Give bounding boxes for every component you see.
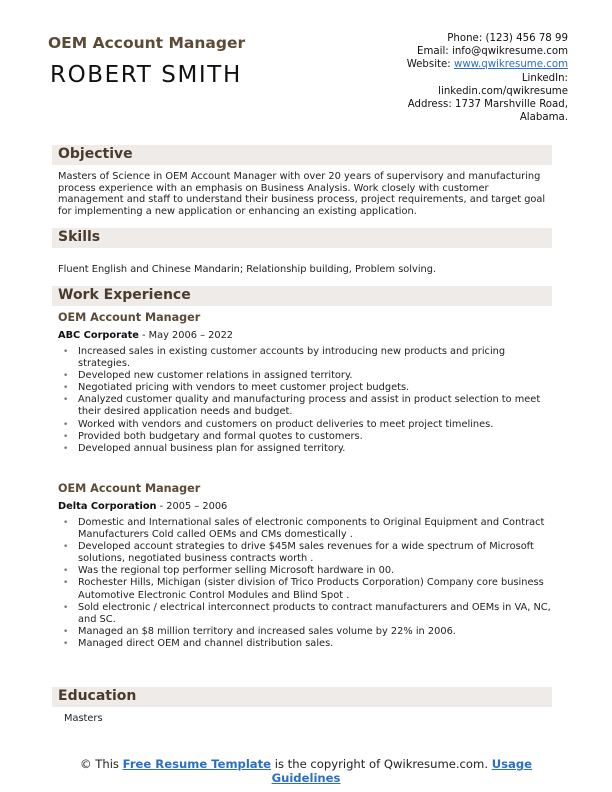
job-1-duties bbox=[62, 346, 552, 455]
education-text: Masters bbox=[64, 713, 103, 724]
website-label: Website: bbox=[406, 59, 451, 71]
experience-section-header bbox=[52, 286, 552, 306]
resume-header bbox=[48, 32, 568, 132]
objective-heading: Objective bbox=[58, 146, 133, 162]
address-label: Address: bbox=[407, 99, 452, 111]
job-2-title: OEM Account Manager bbox=[58, 482, 201, 495]
job-2-company: Delta Corporation bbox=[58, 501, 157, 512]
linkedin-label: LinkedIn: bbox=[521, 72, 568, 84]
list-item: • Sold electronic / electrical interconnect products to contract manufacturers and OEMs in VA, NC, and SC. bbox=[62, 602, 552, 626]
job-1-company: ABC Corporate bbox=[58, 330, 139, 341]
linkedin-value: linkedin.com/qwikresume bbox=[438, 85, 568, 97]
job-title: OEM Account Manager bbox=[48, 34, 246, 52]
education-section-header bbox=[52, 687, 552, 707]
website-link[interactable]: www.qwikresume.com bbox=[453, 59, 568, 71]
copyright-footer bbox=[0, 757, 612, 785]
skills-text: Fluent English and Chinese Mandarin; Relationship building, Problem solving. bbox=[58, 264, 437, 275]
objective-text: Masters of Science in OEM Account Manager with over 20 years of supervisory and manufacturing process experience with an emphasis on Business Analysis. Work closely with customer management and staff to understand their business process, project requirements, and target goal for implementing a new application or enhancing an existing application. bbox=[58, 171, 546, 217]
list-item: • Developed account strategies to drive $45M sales revenues for a wide spectrum of Microsoft solutions, negotiated business contracts worth . bbox=[62, 541, 552, 565]
list-item: • Domestic and International sales of electronic components to Original Equipment and Contract Manufacturers Cold called OEMs and CMs domestically . bbox=[62, 517, 552, 541]
job-1-employer bbox=[58, 330, 233, 341]
contact-email bbox=[318, 45, 568, 58]
usage-guidelines-link-2[interactable]: Guidelines bbox=[271, 771, 341, 785]
list-item: • Managed an $8 million territory and increased sales volume by 22% in 2006. bbox=[62, 626, 552, 638]
list-item: • Developed annual business plan for assigned territory. bbox=[62, 443, 552, 455]
objective-section-header bbox=[52, 145, 552, 165]
contact-website bbox=[318, 58, 568, 71]
education-heading: Education bbox=[58, 688, 137, 704]
job-2-duties bbox=[62, 517, 552, 650]
list-item: • Worked with vendors and customers on product deliveries to meet project timelines. bbox=[62, 419, 552, 431]
job-1-dates: - May 2006 – 2022 bbox=[138, 330, 234, 341]
skills-heading: Skills bbox=[58, 229, 101, 245]
footer-prefix: © This bbox=[79, 757, 123, 771]
contact-address bbox=[318, 98, 568, 111]
usage-guidelines-link-1[interactable]: Usage bbox=[491, 757, 532, 771]
list-item: • Developed new customer relations in assigned territory. bbox=[62, 370, 552, 382]
contact-phone bbox=[318, 32, 568, 45]
list-item: • Increased sales in existing customer accounts by introducing new products and pricing strategies. bbox=[62, 346, 552, 370]
list-item: • Was the regional top performer selling Microsoft hardware in 00. bbox=[62, 565, 552, 577]
phone-label: Phone: bbox=[447, 33, 483, 44]
email-label: Email: bbox=[417, 46, 449, 58]
free-resume-template-link[interactable]: Free Resume Template bbox=[122, 757, 272, 771]
job-2-dates: - 2005 – 2006 bbox=[156, 501, 228, 512]
skills-section-header bbox=[52, 228, 552, 248]
job-1-title: OEM Account Manager bbox=[58, 311, 201, 324]
email-value: info@qwikresume.com bbox=[451, 46, 568, 58]
footer-middle: is the copyright of Qwikresume.com. bbox=[271, 757, 492, 771]
contact-block bbox=[318, 32, 568, 124]
list-item: • Analyzed customer quality and manufacturing process and assist in product selection to meet their desired application needs and budget. bbox=[62, 394, 552, 418]
list-item: • Rochester Hills, Michigan (sister division of Trico Products Corporation) Company core business Automotive Electronic Control Modules and Blind Spot . bbox=[62, 577, 552, 601]
person-name: ROBERT SMITH bbox=[50, 62, 242, 88]
job-2-employer bbox=[58, 501, 227, 512]
experience-heading: Work Experience bbox=[58, 287, 191, 303]
address-line-1: 1737 Marshville Road, bbox=[455, 99, 568, 111]
phone-value: (123) 456 78 99 bbox=[485, 33, 568, 44]
address-line-2: Alabama. bbox=[519, 112, 568, 124]
list-item: • Provided both budgetary and formal quotes to customers. bbox=[62, 431, 552, 443]
list-item: • Negotiated pricing with vendors to meet customer project budgets. bbox=[62, 382, 552, 394]
list-item: • Managed direct OEM and channel distribution sales. bbox=[62, 638, 552, 650]
